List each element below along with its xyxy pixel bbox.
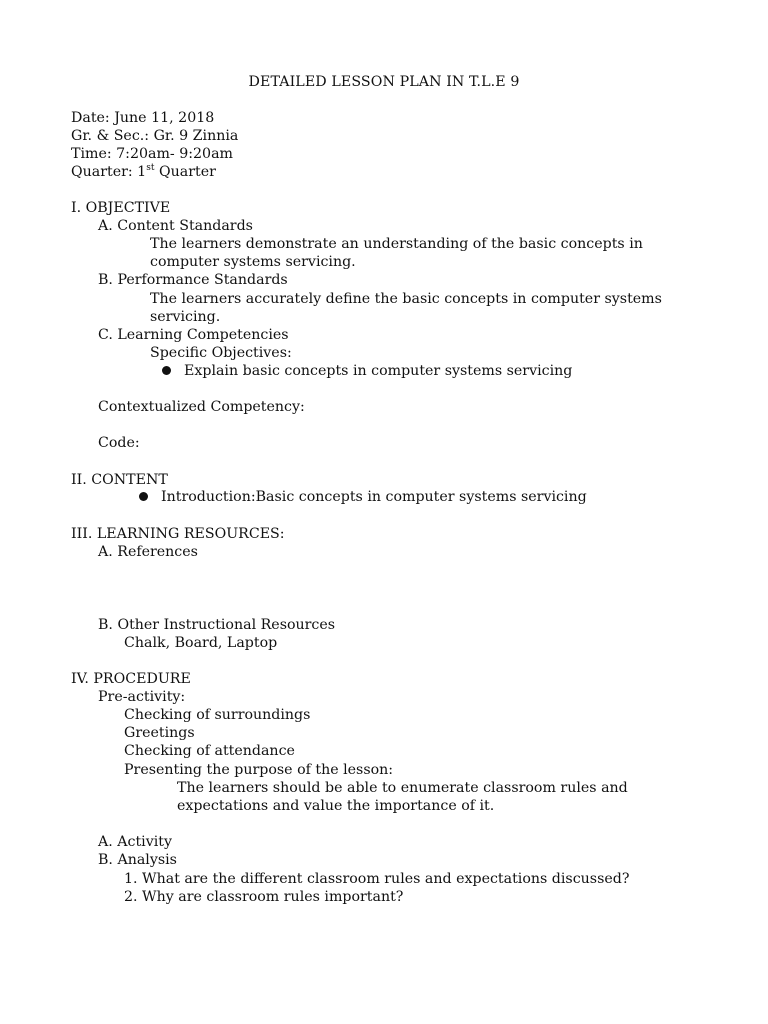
purpose-text-2: expectations and value the importance of it. [177, 798, 495, 814]
procedure-heading: IV. PROCEDURE [71, 671, 191, 687]
document-title: DETAILED LESSON PLAN IN T.L.E 9 [248, 74, 520, 90]
procedure-step: Checking of attendance [124, 743, 295, 759]
analysis-question: 2. Why are classroom rules important? [124, 889, 404, 905]
time-line: Time: 7:20am- 9:20am [71, 146, 233, 162]
section-line: Gr. & Sec.: Gr. 9 Zinnia [71, 128, 239, 144]
bullet-icon [162, 366, 171, 375]
contextualized-competency-label: Contextualized Competency: [98, 399, 305, 415]
learning-competencies-label: C. Learning Competencies [98, 327, 289, 343]
date-line: Date: June 11, 2018 [71, 110, 215, 126]
performance-standards-text-2: servicing. [150, 309, 221, 325]
specific-objectives-label: Specific Objectives: [150, 345, 292, 361]
content-standards-text-2: computer systems servicing. [150, 254, 356, 270]
quarter-superscript: st [146, 163, 155, 173]
activity-label: A. Activity [98, 834, 172, 850]
content-bullet-item [139, 488, 587, 506]
quarter-line [71, 163, 216, 181]
bullet-icon [139, 492, 148, 501]
pre-activity-label: Pre-activity: [98, 689, 186, 705]
other-resources-label: B. Other Instructional Resources [98, 617, 336, 633]
other-resources-items: Chalk, Board, Laptop [124, 635, 278, 651]
content-standards-text-1: The learners demonstrate an understanding of the basic concepts in [150, 236, 643, 252]
content-bullet-text: Introduction:Basic concepts in computer systems servicing [161, 489, 587, 505]
analysis-question: 1. What are the different classroom rules and expectations discussed? [124, 871, 630, 887]
code-label: Code: [98, 435, 140, 451]
performance-standards-text-1: The learners accurately define the basic concepts in computer systems [150, 291, 662, 307]
quarter-suffix: Quarter [154, 164, 216, 180]
quarter-prefix: Quarter: 1 [71, 164, 147, 180]
objective-bullet-item [162, 362, 572, 380]
procedure-step: Checking of surroundings [124, 707, 311, 723]
content-heading: II. CONTENT [71, 472, 168, 488]
content-standards-label: A. Content Standards [98, 218, 253, 234]
performance-standards-label: B. Performance Standards [98, 272, 288, 288]
resources-heading: III. LEARNING RESOURCES: [71, 526, 285, 542]
analysis-label: B. Analysis [98, 852, 177, 868]
procedure-step: Presenting the purpose of the lesson: [124, 762, 394, 778]
references-label: A. References [98, 544, 198, 560]
objective-bullet-text: Explain basic concepts in computer systems servicing [184, 363, 573, 379]
purpose-text-1: The learners should be able to enumerate classroom rules and [177, 780, 628, 796]
objective-heading: I. OBJECTIVE [71, 200, 171, 216]
procedure-step: Greetings [124, 725, 195, 741]
